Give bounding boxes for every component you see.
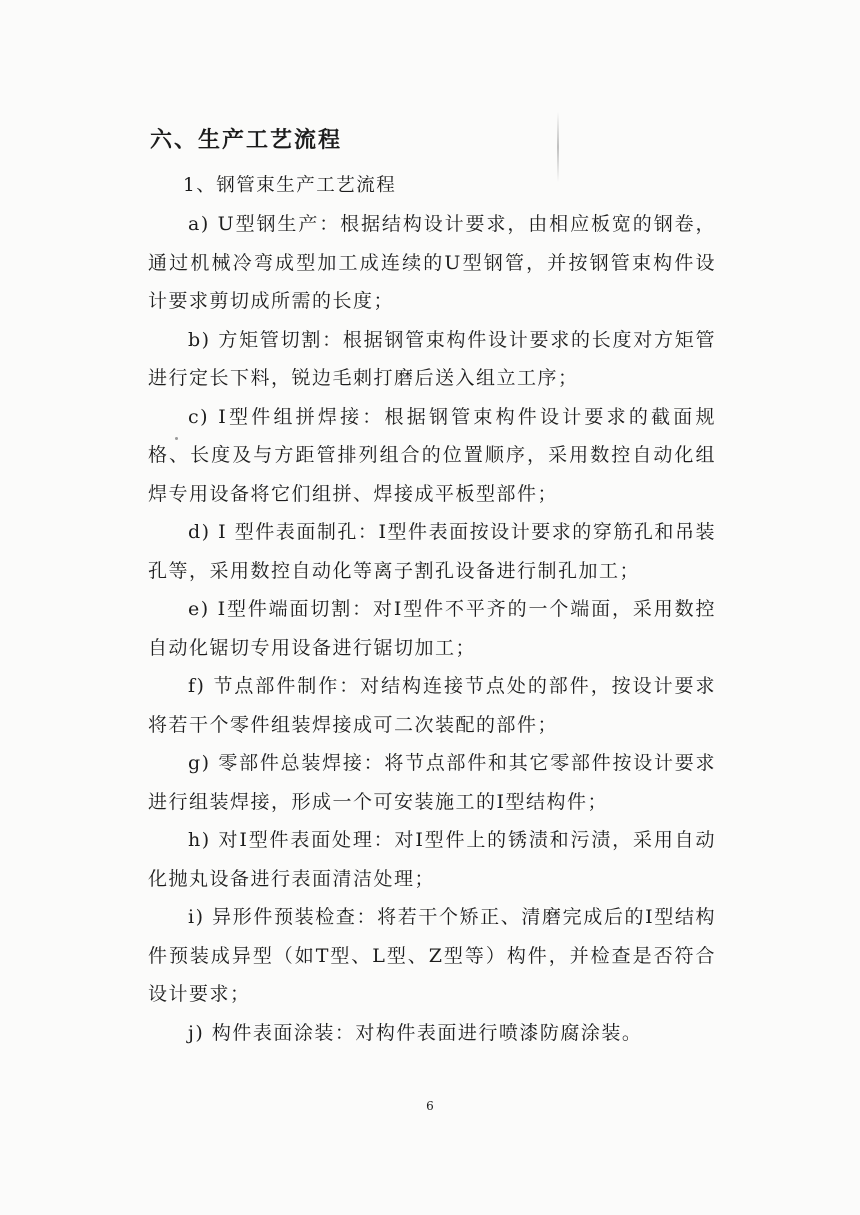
step-h-paragraph: h) 对I型件表面处理：对I型件上的锈渍和污渍，采用自动化抛丸设备进行表面清洁处理； [148, 829, 716, 890]
step-f-paragraph: f) 节点部件制作：对结构连接节点处的部件，按设计要求将若干个零件组装焊接成可二次装配的部件； [148, 675, 716, 736]
step-b-paragraph: b) 方矩管切割：根据钢管束构件设计要求的长度对方矩管进行定长下料，锐边毛刺打磨后送入组立工序； [148, 328, 716, 389]
step-a-paragraph: a) U型钢生产：根据结构设计要求，由相应板宽的钢卷，通过机械冷弯成型加工成连续的U型钢管，并按钢管束构件设计要求剪切成所需的长度； [148, 213, 716, 312]
page-number: 6 [426, 1099, 434, 1113]
step-i-paragraph: i) 异形件预装检查：将若干个矫正、清磨完成后的I型结构件预装成异型（如T型、L型、Z型等）构件，并检查是否符合设计要求； [148, 906, 716, 1005]
process-steps [148, 205, 716, 1052]
step-j-paragraph: j) 构件表面涂装：对构件表面进行喷漆防腐涂装。 [188, 1021, 643, 1044]
scan-artifact-line [557, 112, 559, 182]
step-d-paragraph: d) I 型件表面制孔：I型件表面按设计要求的穿筋孔和吊装孔等，采用数控自动化等离子割孔设备进行制孔加工； [148, 521, 716, 582]
step-c-paragraph: c) I型件组拼焊接：根据钢管束构件设计要求的截面规格、长度及与方距管排列组合的位置顺序，采用数控自动化组焊专用设备将它们组拼、焊接成平板型部件； [148, 405, 716, 505]
step-e-paragraph: e) I型件端面切割：对I型件不平齐的一个端面，采用数控自动化锯切专用设备进行锯切加工； [148, 598, 716, 659]
subsection-title: 1、钢管束生产工艺流程 [183, 175, 397, 196]
section-title: 六、生产工艺流程 [150, 127, 343, 153]
step-g-paragraph: g) 零部件总装焊接：将节点部件和其它零部件按设计要求进行组装焊接，形成一个可安装施工的I型结构件； [148, 752, 716, 813]
